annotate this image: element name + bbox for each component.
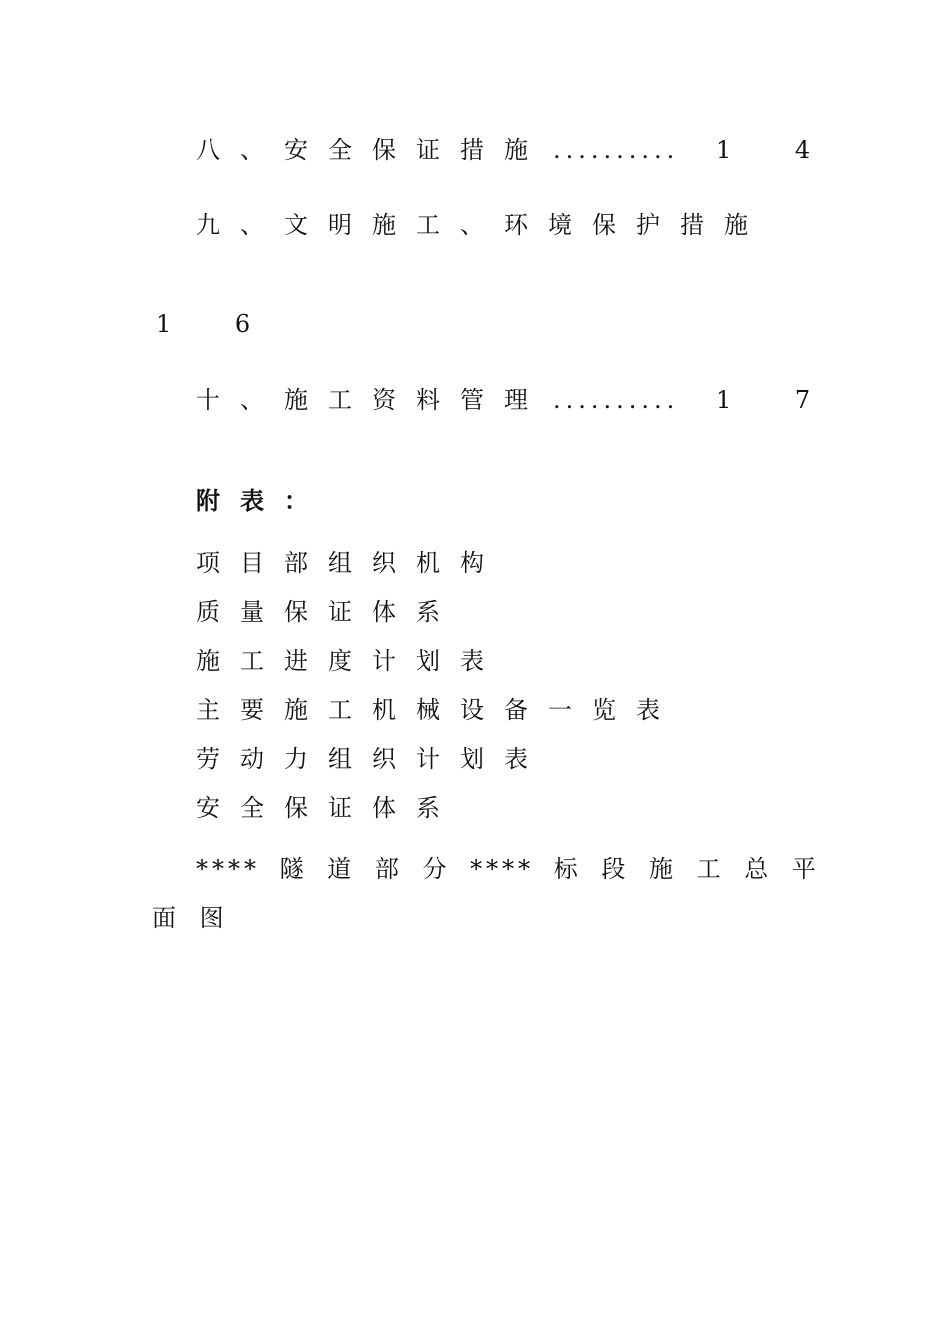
toc-entry-8-page-number: 1 4 — [716, 136, 839, 164]
toc-entry-8-leader-dots: .......... — [553, 136, 680, 164]
toc-entry-8 — [196, 135, 548, 165]
toc-entry-10 — [196, 385, 548, 415]
appendix-item-7-line2: 面 图 — [152, 904, 232, 932]
toc-entry-9-title: 九、文明施工、环境保护措施 — [196, 211, 768, 239]
appendix-item-5: 劳动力组织计划表 — [196, 745, 548, 773]
toc-entry-9 — [196, 210, 768, 240]
appendix-item-6: 安全保证体系 — [196, 794, 460, 822]
toc-entry-10-leader-dots: .......... — [553, 386, 680, 414]
appendix-heading: 附表： — [196, 486, 328, 515]
appendix-item-3: 施工进度计划表 — [196, 647, 504, 675]
toc-entry-8-title: 八、安全保证措施 — [196, 136, 548, 164]
appendix-item-2: 质量保证体系 — [196, 598, 460, 626]
appendix-item-1: 项目部组织机构 — [196, 549, 504, 577]
appendix-item-4: 主要施工机械设备一览表 — [196, 696, 680, 724]
appendix-item-7-line1: **** 隧 道 部 分 **** 标 段 施 工 总 平 — [196, 855, 820, 883]
toc-entry-10-title: 十、施工资料管理 — [196, 386, 548, 414]
toc-entry-9-page-number: 1 6 — [156, 310, 279, 338]
toc-entry-10-page-number: 1 7 — [716, 386, 839, 414]
